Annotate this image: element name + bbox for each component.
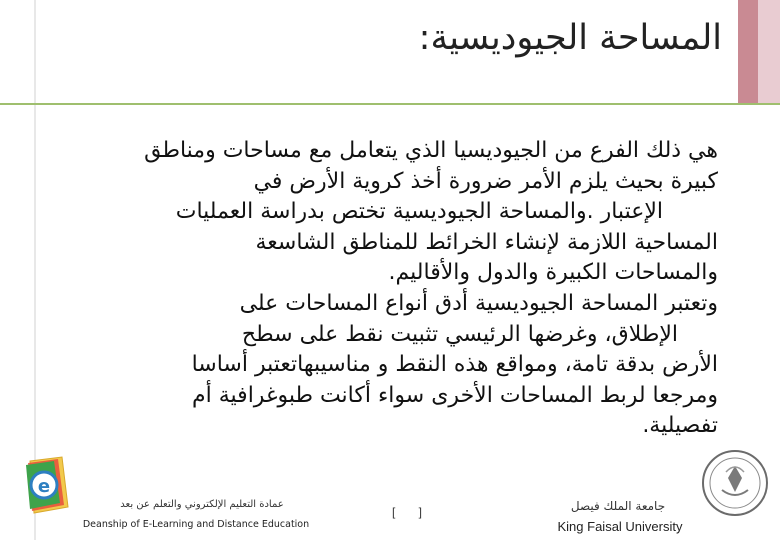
university-name-arabic: جامعة الملك فيصل bbox=[570, 499, 666, 513]
svg-text:e: e bbox=[37, 476, 51, 497]
accent-bar-dark bbox=[738, 0, 758, 104]
body-line: تفصيلية. bbox=[642, 413, 718, 439]
university-seal-icon bbox=[700, 448, 770, 518]
body-line: والمساحات الكبيرة والدول والأقاليم. bbox=[388, 260, 718, 286]
body-text bbox=[50, 136, 718, 442]
title-divider bbox=[0, 103, 780, 105]
page-number-placeholder: [ ] bbox=[392, 505, 423, 519]
deanship-name-english: Deanship of E-Learning and Distance Education bbox=[82, 519, 310, 530]
body-line: هي ذلك الفرع من الجيوديسيا الذي يتعامل مع مساحات ومناطق bbox=[144, 138, 718, 163]
body-line: المساحية اللازمة لإنشاء الخرائط للمناطق الشاسعة bbox=[255, 229, 718, 255]
slide-title: المساحة الجيوديسية: bbox=[418, 18, 722, 58]
body-line: ومرجعا لربط المساحات الأخرى سواء أكانت طبوغرافية أم bbox=[192, 382, 718, 408]
deanship-name-arabic: عمادة التعليم الإلكتروني والتعلم عن بعد bbox=[120, 499, 284, 510]
body-line: وتعتبر المساحة الجيوديسية أدق أنواع المساحات على bbox=[239, 290, 718, 316]
body-line: كبيرة بحيث يلزم الأمر ضرورة أخذ كروية الأرض في bbox=[253, 168, 718, 194]
e-learning-logo-icon bbox=[22, 455, 72, 515]
accent-bar-light bbox=[758, 0, 780, 104]
body-line: الإعتبار .والمساحة الجيوديسية تختص بدراسة العمليات bbox=[175, 199, 663, 225]
university-name-english: King Faisal University bbox=[557, 519, 683, 534]
body-line: الأرض بدقة تامة، ومواقع هذه النقط و مناسيبهاتعتبر أساسا bbox=[191, 352, 718, 378]
body-line: الإطلاق، وغرضها الرئيسي تثبيت نقط على سطح bbox=[241, 321, 678, 347]
